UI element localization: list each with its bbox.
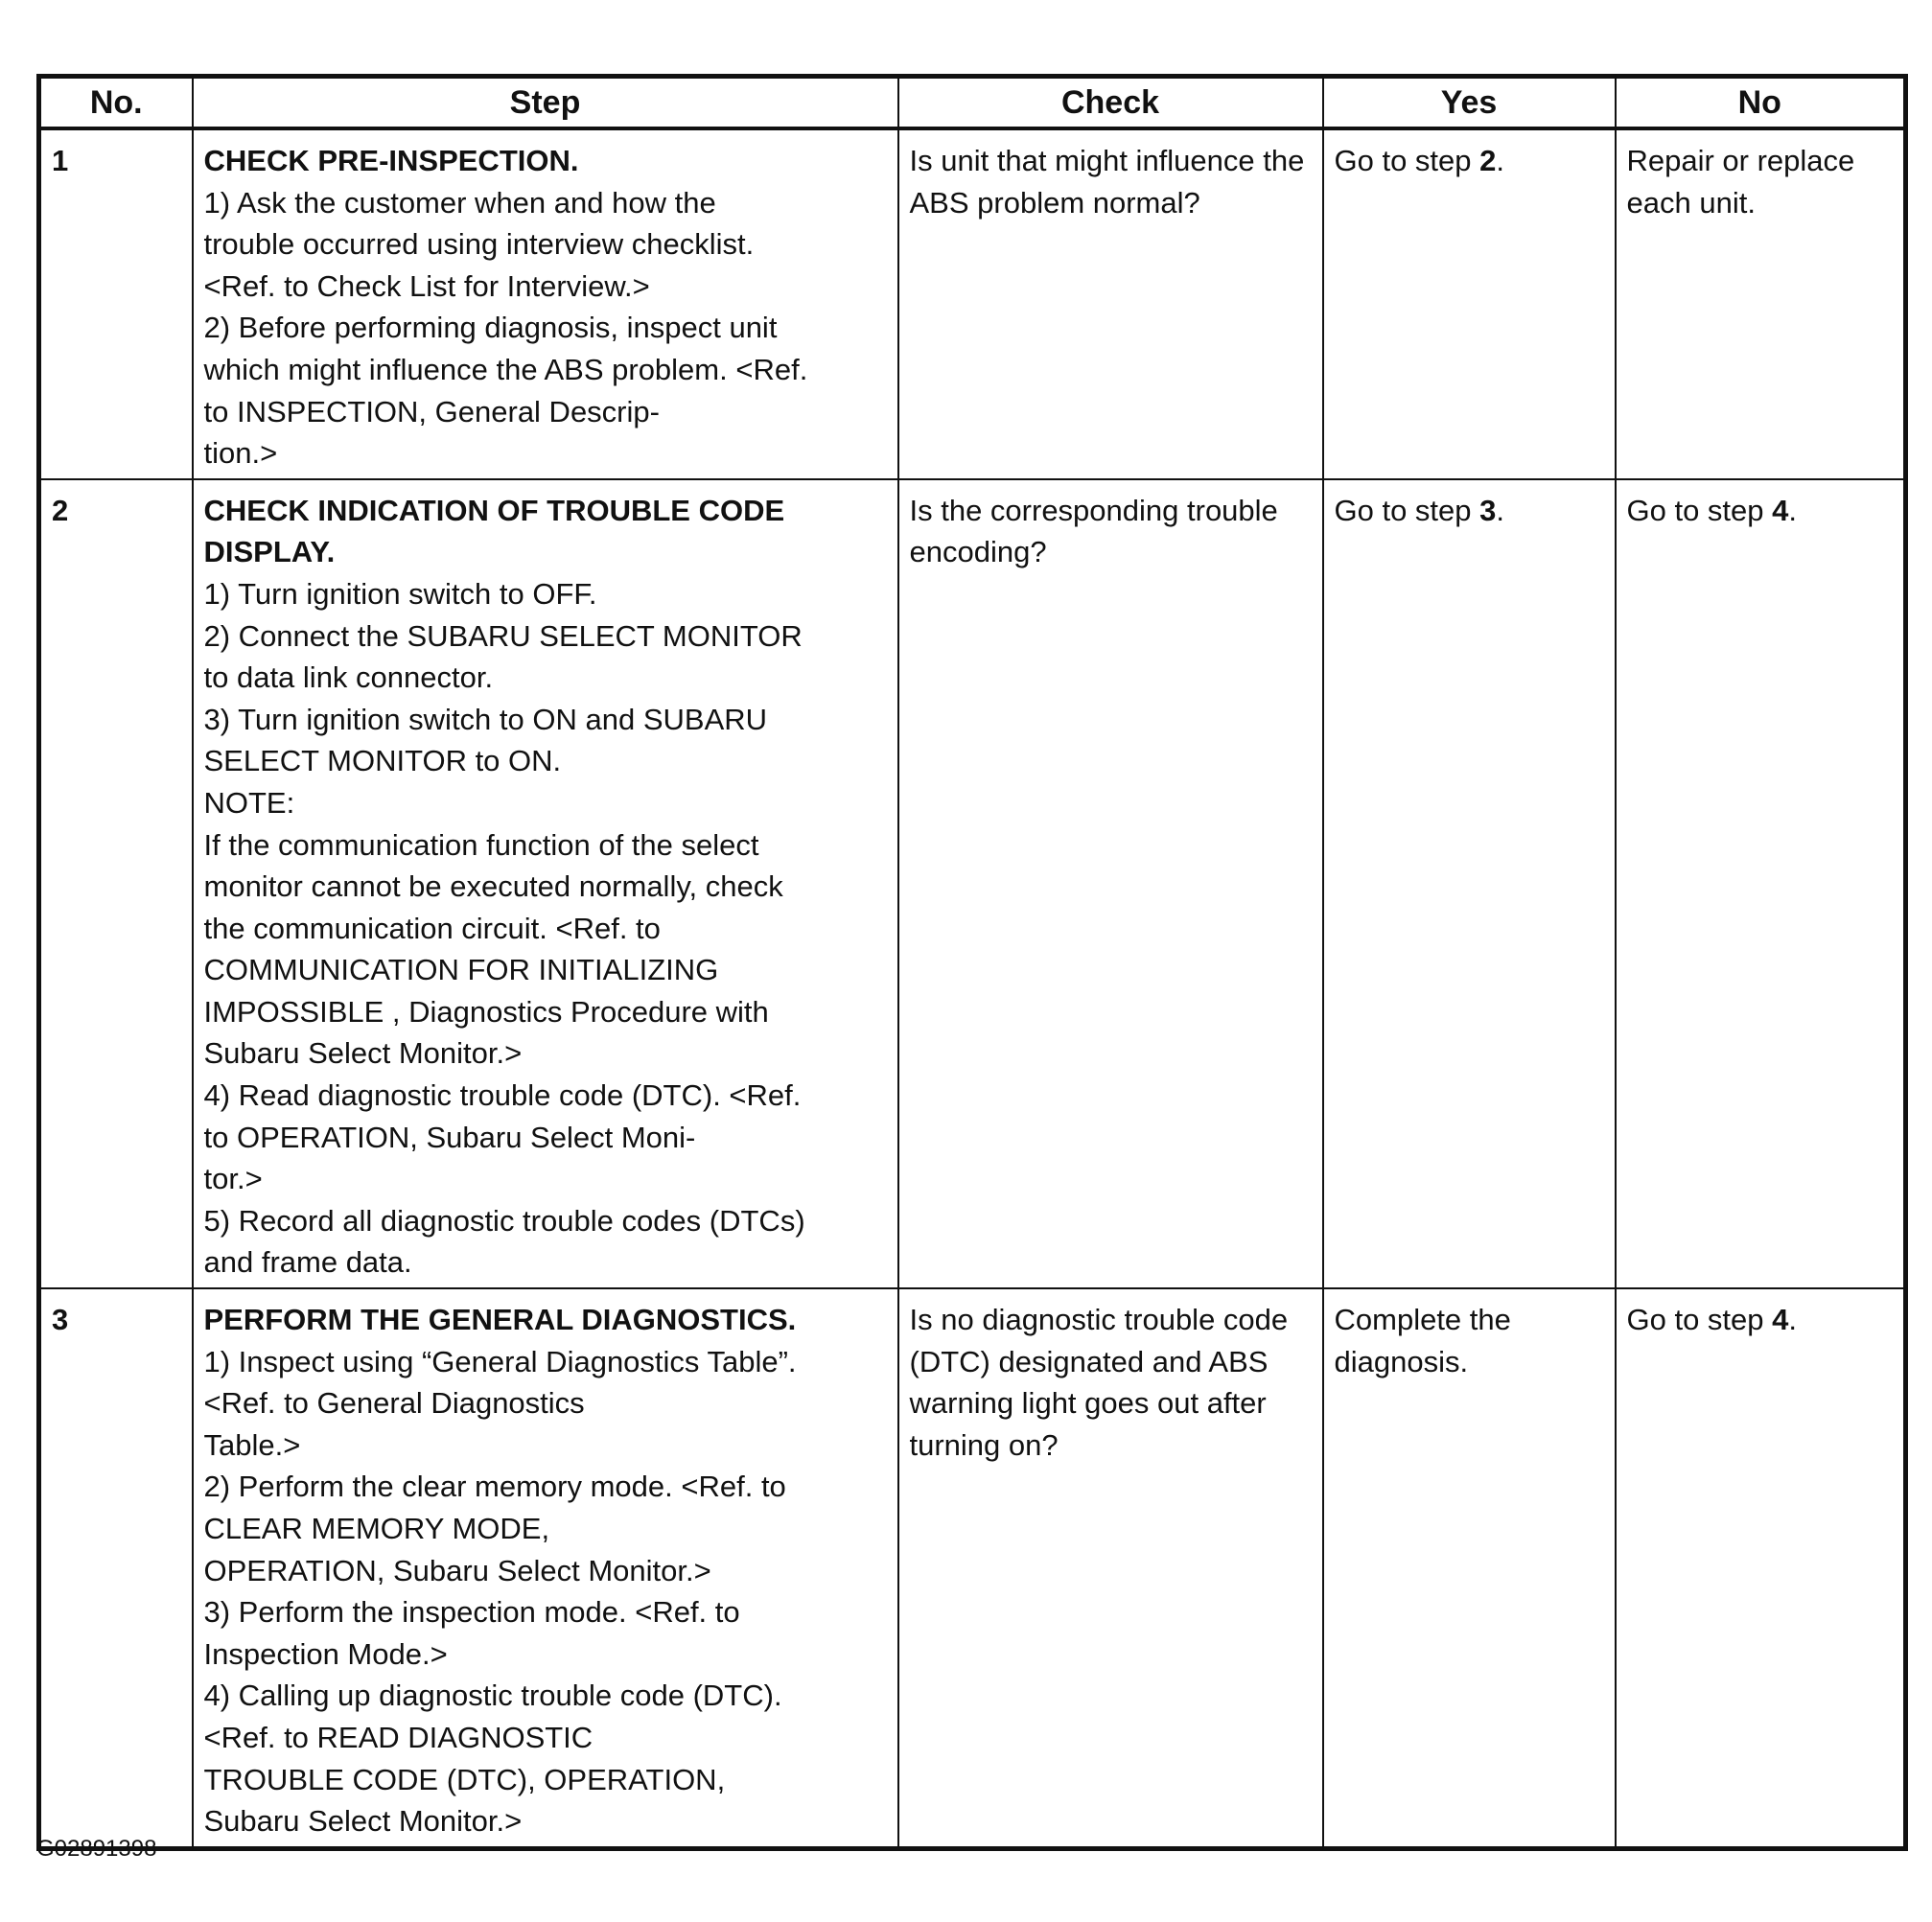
figure-id: G02891398 (36, 1836, 157, 1862)
step-line: 5) Record all diagnostic trouble codes (DTCs) (203, 1203, 805, 1238)
step-line: 4) Calling up diagnostic trouble code (DTC). (203, 1679, 782, 1713)
yes-cell (1323, 1288, 1616, 1848)
step-line: 3) Turn ignition switch to ON and SUBARU (203, 702, 768, 736)
header-step: Step (193, 77, 898, 129)
step-cell (193, 128, 898, 479)
yes-cell (1323, 479, 1616, 1288)
check-cell: Is no diagnostic trouble code (DTC) designated and ABS warning light goes out after turning on? (898, 1288, 1323, 1848)
step-title: CHECK PRE-INSPECTION. (203, 144, 579, 177)
no-step-number: 4 (1772, 493, 1789, 527)
no-suffix: . (1788, 493, 1798, 527)
step-number: 3 (39, 1288, 193, 1848)
table-row (39, 1288, 1906, 1848)
no-cell (1616, 128, 1906, 479)
step-line: TROUBLE CODE (DTC), OPERATION, (203, 1762, 726, 1796)
step-line: NOTE: (203, 785, 295, 820)
step-number: 2 (39, 479, 193, 1288)
yes-cell (1323, 128, 1616, 479)
step-line: to data link connector. (203, 660, 494, 695)
step-line: monitor cannot be executed normally, check (203, 869, 783, 904)
no-step-number: 4 (1772, 1303, 1789, 1337)
yes-suffix: . (1496, 493, 1505, 527)
step-line: tor.> (203, 1162, 263, 1196)
step-cell (193, 479, 898, 1288)
step-line: Table.> (203, 1427, 301, 1462)
step-line: COMMUNICATION FOR INITIALIZING (203, 953, 719, 987)
step-line: 3) Perform the inspection mode. <Ref. to (203, 1595, 740, 1630)
step-line: 2) Before performing diagnosis, inspect unit (203, 311, 778, 345)
diagnostic-table (36, 74, 1908, 1851)
step-line: Inspection Mode.> (203, 1636, 448, 1671)
step-line: the communication circuit. <Ref. to (203, 911, 661, 945)
no-suffix: . (1788, 1303, 1798, 1337)
step-line: 4) Read diagnostic trouble code (DTC). <Ref. (203, 1078, 802, 1113)
step-line: 1) Ask the customer when and how the (203, 185, 716, 220)
yes-suffix: . (1496, 144, 1505, 177)
step-line: <Ref. to Check List for Interview.> (203, 268, 650, 303)
step-line: <Ref. to General Diagnostics (203, 1386, 585, 1421)
step-line: Subaru Select Monitor.> (203, 1804, 523, 1839)
step-line: 2) Perform the clear memory mode. <Ref. to (203, 1470, 786, 1504)
header-row (39, 77, 1906, 129)
step-line: If the communication function of the select (203, 827, 759, 862)
header-yes: Yes (1323, 77, 1616, 129)
yes-text: Go to step (1334, 144, 1480, 177)
step-line: Subaru Select Monitor.> (203, 1036, 523, 1071)
step-cell (193, 1288, 898, 1848)
step-line: to INSPECTION, General Descrip- (203, 394, 660, 428)
header-check: Check (898, 77, 1323, 129)
step-line: OPERATION, Subaru Select Monitor.> (203, 1553, 711, 1587)
step-line: trouble occurred using interview checklist. (203, 227, 755, 262)
no-text: Repair or replace each unit. (1626, 144, 1855, 220)
step-line: IMPOSSIBLE , Diagnostics Procedure with (203, 994, 769, 1029)
no-text: Go to step (1626, 1303, 1773, 1337)
step-line: to OPERATION, Subaru Select Moni- (203, 1120, 696, 1154)
no-text: Go to step (1626, 493, 1773, 527)
no-cell (1616, 1288, 1906, 1848)
step-title: PERFORM THE GENERAL DIAGNOSTICS. (203, 1303, 797, 1337)
step-line: 1) Turn ignition switch to OFF. (203, 576, 597, 611)
header-no-result: No (1616, 77, 1906, 129)
step-title: CHECK INDICATION OF TROUBLE CODE DISPLAY. (203, 493, 785, 569)
table-row (39, 128, 1906, 479)
yes-step-number: 2 (1479, 144, 1497, 177)
step-line: 2) Connect the SUBARU SELECT MONITOR (203, 618, 803, 653)
step-line: 1) Inspect using “General Diagnostics Table”. (203, 1344, 797, 1378)
no-cell (1616, 479, 1906, 1288)
yes-step-number: 3 (1479, 493, 1497, 527)
step-line: <Ref. to READ DIAGNOSTIC (203, 1720, 594, 1754)
step-line: and frame data. (203, 1245, 412, 1280)
yes-text: Go to step (1334, 493, 1480, 527)
table-row (39, 479, 1906, 1288)
check-cell: Is the corresponding trouble encoding? (898, 479, 1323, 1288)
step-line: tion.> (203, 436, 278, 471)
check-cell: Is unit that might influence the ABS problem normal? (898, 128, 1323, 479)
step-number: 1 (39, 128, 193, 479)
step-line: which might influence the ABS problem. <Ref. (203, 352, 808, 386)
header-no: No. (39, 77, 193, 129)
step-line: CLEAR MEMORY MODE, (203, 1512, 550, 1545)
step-line: SELECT MONITOR to ON. (203, 744, 562, 778)
yes-text: Complete the diagnosis. (1334, 1303, 1511, 1378)
